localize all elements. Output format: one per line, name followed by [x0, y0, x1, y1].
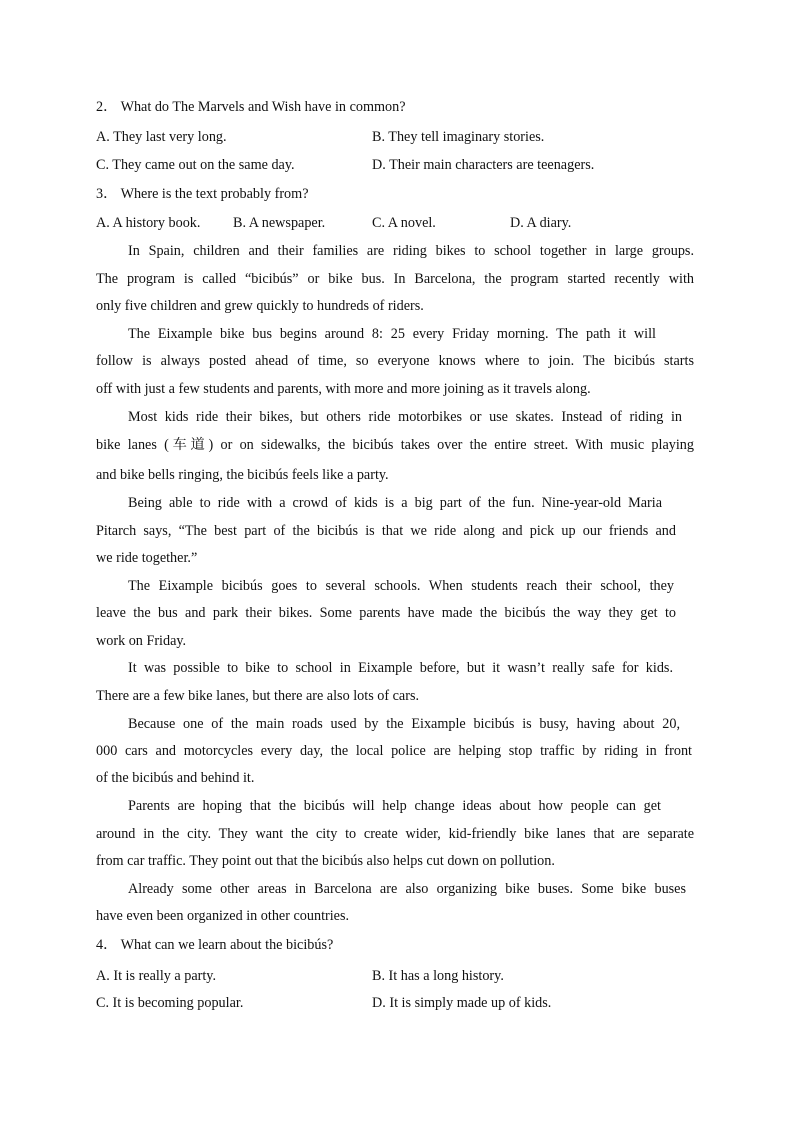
passage-p7-line-2: 000 cars and motorcycles every day, the local police are helping stop traffic by riding in front [96, 743, 692, 759]
passage-p7-line-1: Because one of the main roads used by the Eixample bicibús is busy, having about 20, [128, 716, 680, 732]
passage-p8-line-1: Parents are hoping that the bicibús will help change ideas about how people can get [128, 798, 661, 814]
question-4-option-a: A. It is really a party. [96, 968, 217, 984]
question-4-option-b: B. It has a long history. [372, 968, 504, 984]
question-4-stem: 4． What can we learn about the bicibús? [96, 937, 334, 953]
passage-p5-line-3: work on Friday. [96, 633, 187, 649]
passage-p6-line-2: There are a few bike lanes, but there are also lots of cars. [96, 688, 420, 704]
passage-p4-line-1: Being able to ride with a crowd of kids is a big part of the fun. Nine-year-old Maria [128, 495, 662, 511]
passage-p4-line-2: Pitarch says, “The best part of the bicibús is that we ride along and pick up our friends and [96, 523, 676, 539]
question-3-option-d: D. A diary. [510, 215, 572, 231]
question-3-stem: 3． Where is the text probably from? [96, 186, 309, 202]
passage-p8-line-3: from car traffic. They point out that the bicibús also helps cut down on pollution. [96, 853, 555, 869]
passage-p6-line-1: It was possible to bike to school in Eixample before, but it wasn’t really safe for kids. [128, 660, 673, 676]
passage-p3-line-3: and bike bells ringing, the bicibús feels like a party. [96, 467, 389, 483]
question-3-option-c: C. A novel. [372, 215, 436, 231]
passage-p2-line-3: off with just a few students and parents, with more and more joining as it travels along. [96, 381, 591, 397]
passage-p8-line-2: around in the city. They want the city to create wider, kid-friendly bike lanes that are separate [96, 826, 694, 842]
passage-p9-line-2: have even been organized in other countries. [96, 908, 350, 924]
passage-p9-line-1: Already some other areas in Barcelona are also organizing bike buses. Some bike buses [128, 881, 686, 897]
passage-p5-line-1: The Eixample bicibús goes to several schools. When students reach their school, they [128, 578, 674, 594]
passage-p7-line-3: of the bicibús and behind it. [96, 770, 255, 786]
passage-p3-line-1: Most kids ride their bikes, but others ride motorbikes or use skates. Instead of riding in [128, 409, 682, 425]
passage-p1-line-3: only five children and grew quickly to hundreds of riders. [96, 298, 424, 314]
passage-p3-line-2: bike lanes (车道) or on sidewalks, the bicibús takes over the entire street. With music playing [96, 437, 694, 453]
question-2-option-c: C. They came out on the same day. [96, 157, 295, 173]
passage-p2-line-1: The Eixample bike bus begins around 8: 25 every Friday morning. The path it will [128, 326, 656, 342]
passage-p5-line-2: leave the bus and park their bikes. Some parents have made the bicibús the way they get to [96, 605, 676, 621]
question-2-option-a: A. They last very long. [96, 129, 227, 145]
passage-p2-line-2: follow is always posted ahead of time, so everyone knows where to join. The bicibús starts [96, 353, 694, 369]
question-4-option-d: D. It is simply made up of kids. [372, 995, 552, 1011]
passage-p4-line-3: we ride together.” [96, 550, 198, 566]
question-2-stem: 2． What do The Marvels and Wish have in common? [96, 99, 406, 115]
question-4-option-c: C. It is becoming popular. [96, 995, 244, 1011]
question-3-option-a: A. A history book. [96, 215, 201, 231]
passage-p1-line-2: The program is called “bicibús” or bike bus. In Barcelona, the program started recently with [96, 271, 694, 287]
passage-p1-line-1: In Spain, children and their families are riding bikes to school together in large groups. [128, 243, 694, 259]
question-2-option-d: D. Their main characters are teenagers. [372, 157, 595, 173]
question-2-option-b: B. They tell imaginary stories. [372, 129, 545, 145]
question-3-option-b: B. A newspaper. [233, 215, 326, 231]
